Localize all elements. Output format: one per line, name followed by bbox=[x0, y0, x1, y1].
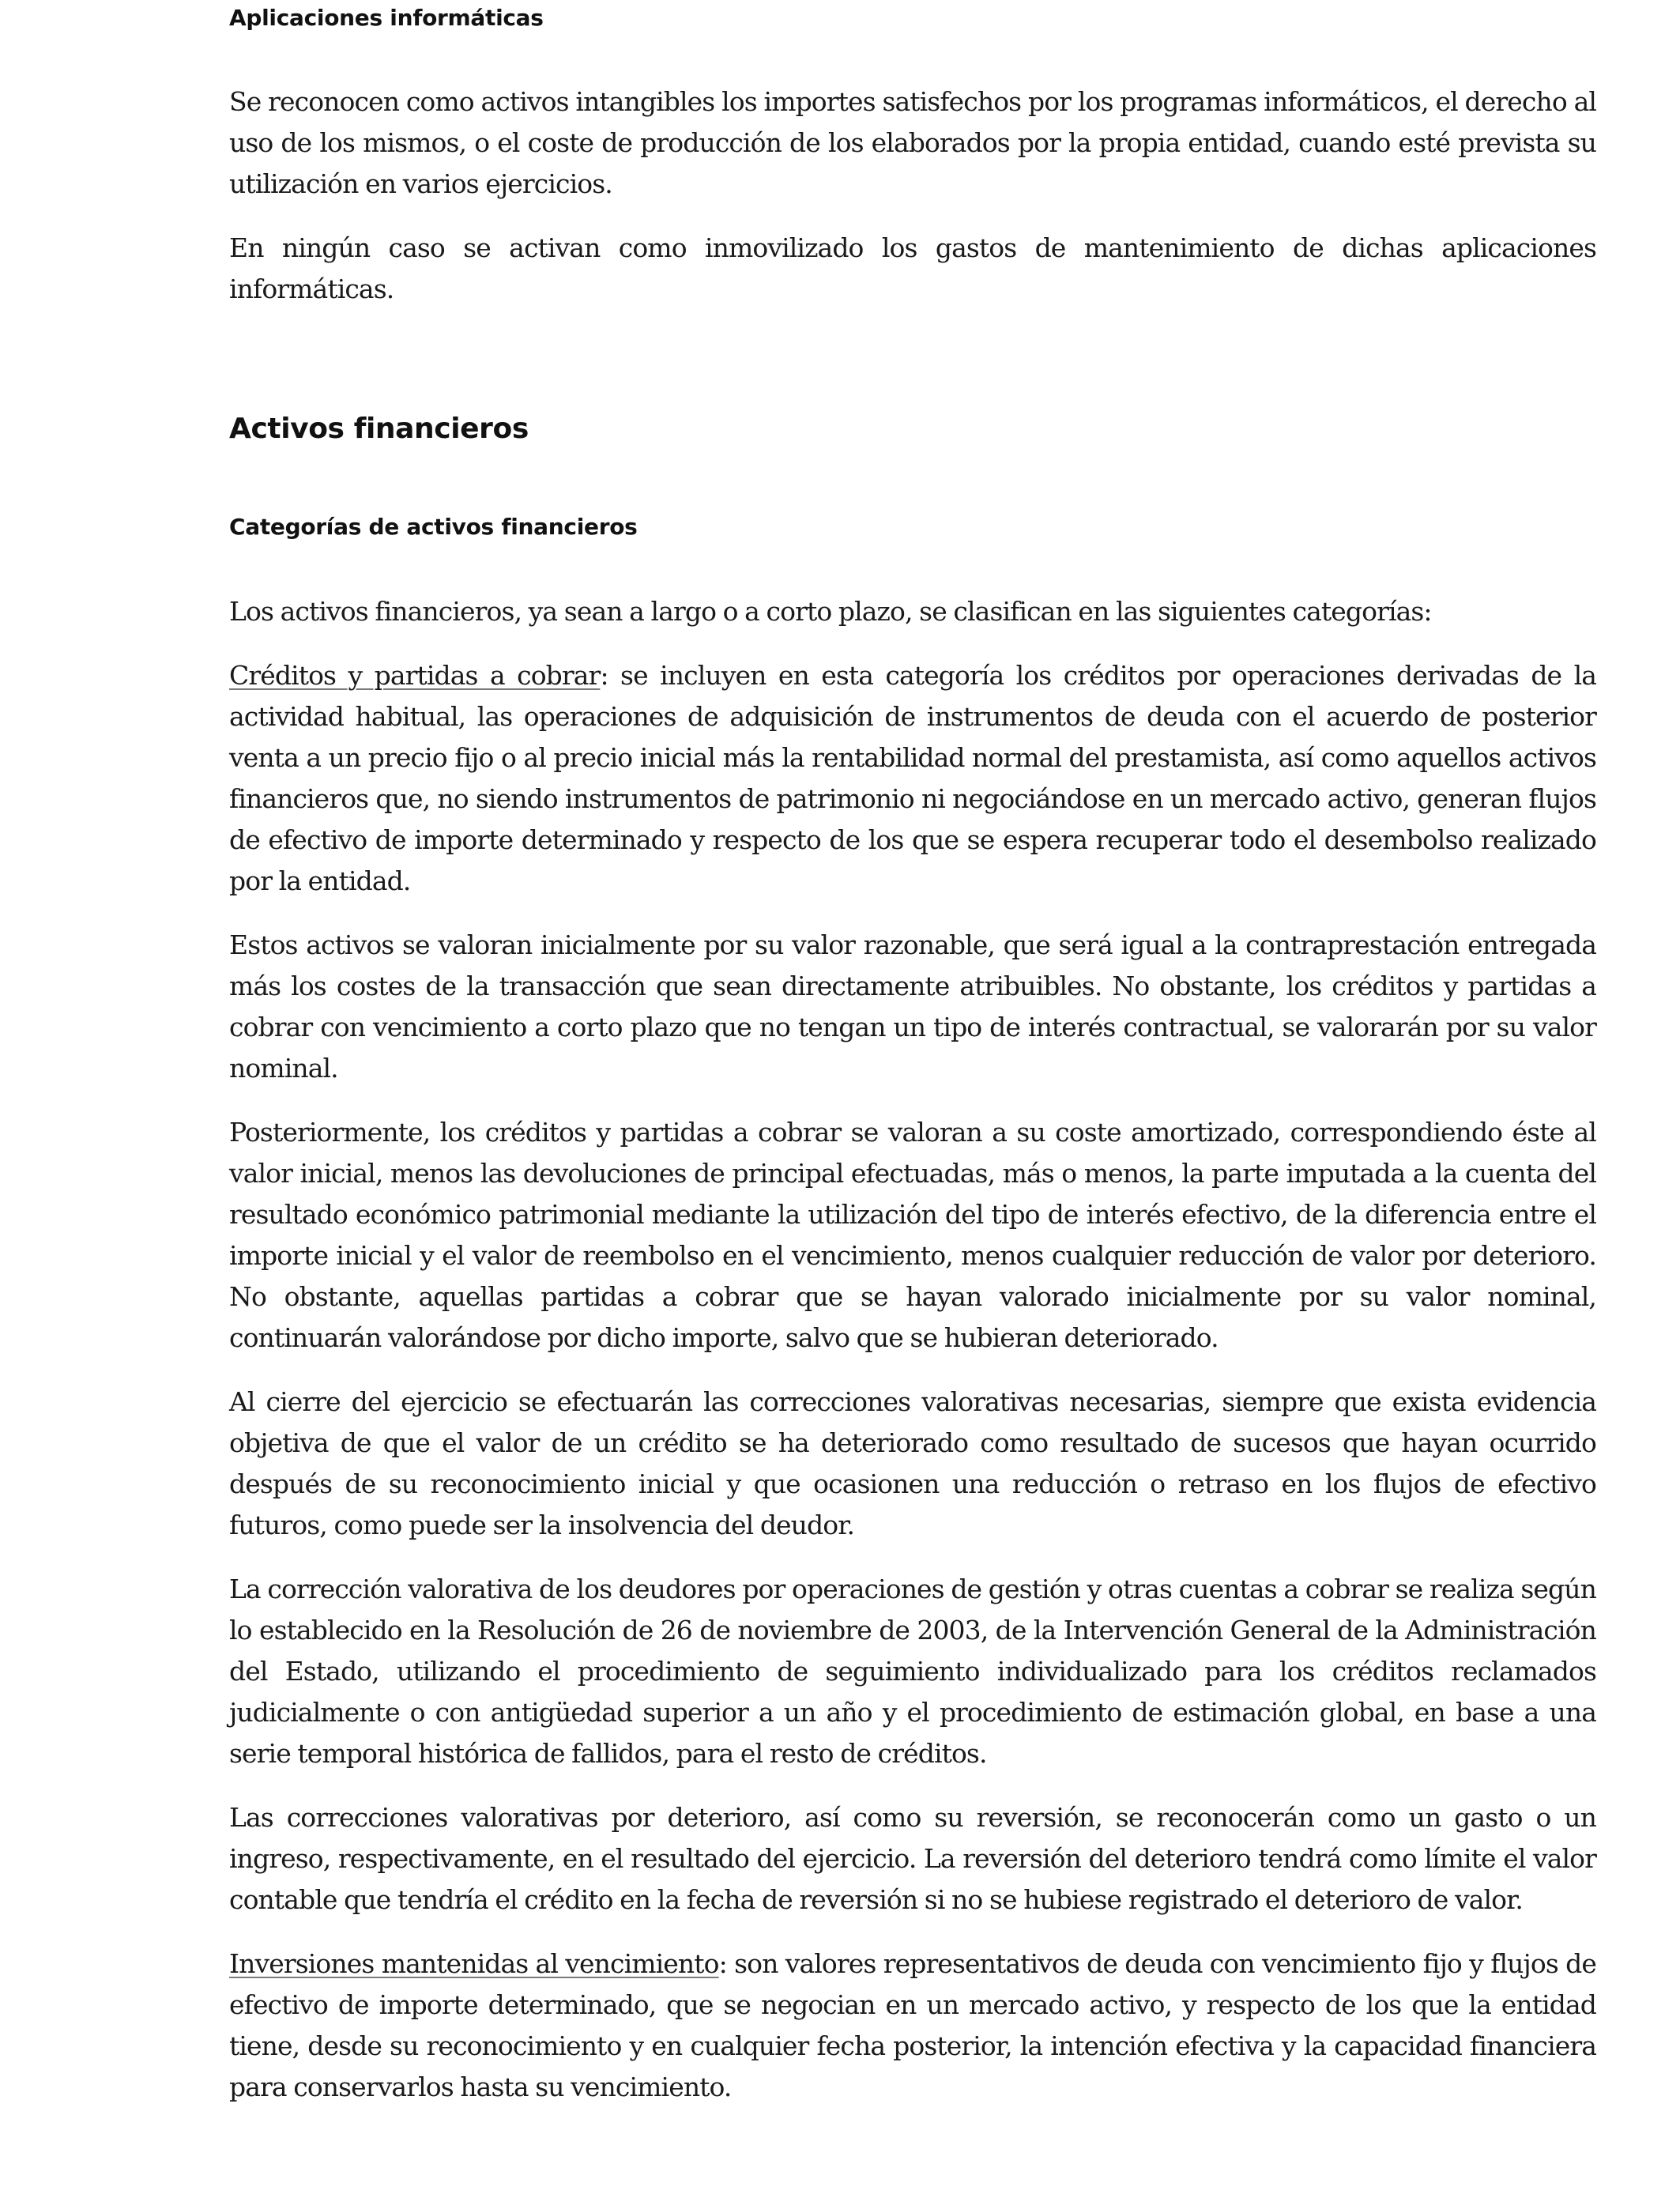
section-heading-software: Aplicaciones informáticas bbox=[229, 5, 544, 31]
paragraph-amortized-cost: Posteriormente, los créditos y partidas a cobrar se valoran a su coste amortizado, correspondiendo éste al valor inicial, menos las devoluciones de principal efectuadas, más o menos, la parte imputada a la cuenta del resultado económico patrimonial mediante la utilización del tipo de interés efectivo, de la diferencia entre el importe inicial y el valor de reembolso en el vencimiento, menos cualquier reducción de valor por deterioro. No obstante, aquellas partidas a cobrar que se hayan valorado inicialmente por su valor nominal, continuarán valorándose por dicho importe, salvo que se hubieran deteriorado. bbox=[229, 1117, 1596, 1353]
paragraph-held-to-maturity bbox=[229, 1943, 1596, 2108]
paragraph-credits-definition bbox=[229, 655, 1596, 902]
term-creditos-partidas: Créditos y partidas a cobrar bbox=[229, 660, 601, 691]
paragraph-impairment-reversal: Las correcciones valorativas por deterioro, así como su reversión, se reconocerán como un gasto o un ingreso, respectivamente, en el resultado del ejercicio. La reversión del deterioro tendrá como límite el valor contable que tendría el crédito en la fecha de reversión si no se hubiese registrado el deterioro de valor. bbox=[229, 1802, 1596, 1915]
subheading-financial-categories: Categorías de activos financieros bbox=[229, 514, 638, 540]
term-inversiones-vencimiento: Inversiones mantenidas al vencimiento bbox=[229, 1948, 719, 1979]
financial-body bbox=[229, 591, 1596, 2131]
paragraph-initial-valuation: Estos activos se valoran inicialmente por su valor razonable, que será igual a la contraprestación entregada más los costes de la transacción que sean directamente atribuibles. No obstante, los créditos y partidas a cobrar con vencimiento a corto plazo que no tengan un tipo de interés contractual, se valorarán por su valor nominal. bbox=[229, 929, 1596, 1084]
paragraph-software-recognition: Se reconocen como activos intangibles los importes satisfechos por los programas informáticos, el derecho al uso de los mismos, o el coste de producción de los elaborados por la propia entidad, cuando esté prevista su utilización en varios ejercicios. bbox=[229, 86, 1596, 199]
paragraph-year-end-corrections: Al cierre del ejercicio se efectuarán las correcciones valorativas necesarias, siempre que exista evidencia objetiva de que el valor de un crédito se ha deteriorado como resultado de sucesos que hayan ocurrido después de su reconocimiento inicial y que ocasionen una reducción o retraso en los flujos de efectivo futuros, como puede ser la insolvencia del deudor. bbox=[229, 1386, 1596, 1540]
paragraph-resolution: La corrección valorativa de los deudores por operaciones de gestión y otras cuentas a cobrar se realiza según lo establecido en la Resolución de 26 de noviembre de 2003, de la Intervención General de la Administración del Estado, utilizando el procedimiento de seguimiento individualizado para los créditos reclamados judicialmente o con antigüedad superior a un año y el procedimiento de estimación global, en base a una serie temporal histórica de fallidos, para el resto de créditos. bbox=[229, 1574, 1596, 1769]
section-heading-financial-assets: Activos financieros bbox=[229, 413, 529, 445]
credits-definition-text: : se incluyen en esta categoría los créditos por operaciones derivadas de la actividad habitual, las operaciones de adquisición de instrumentos de deuda con el acuerdo de posterior venta a un precio fijo o al precio inicial más la rentabilidad normal del prestamista, así como aquellos activos financieros que, no siendo instrumentos de patrimonio ni negociándose en un mercado activo, generan flujos de efectivo de importe determinado y respecto de los que se espera recuperar todo el desembolso realizado por la entidad. bbox=[229, 660, 1596, 896]
paragraph-software-maintenance: En ningún caso se activan como inmovilizado los gastos de mantenimiento de dichas aplicaciones informáticas. bbox=[229, 232, 1596, 304]
investments-definition-text: : son valores representativos de deuda con vencimiento fijo y flujos de efectivo de importe determinado, que se negocian en un mercado activo, y respecto de los que la entidad tiene, desde su reconocimiento y en cualquier fecha posterior, la intención efectiva y la capacidad financiera para conservarlos hasta su vencimiento. bbox=[229, 1948, 1596, 2102]
paragraph-categories-intro: Los activos financieros, ya sean a largo o a corto plazo, se clasifican en las siguientes categorías: bbox=[229, 596, 1432, 627]
software-body bbox=[229, 81, 1596, 333]
